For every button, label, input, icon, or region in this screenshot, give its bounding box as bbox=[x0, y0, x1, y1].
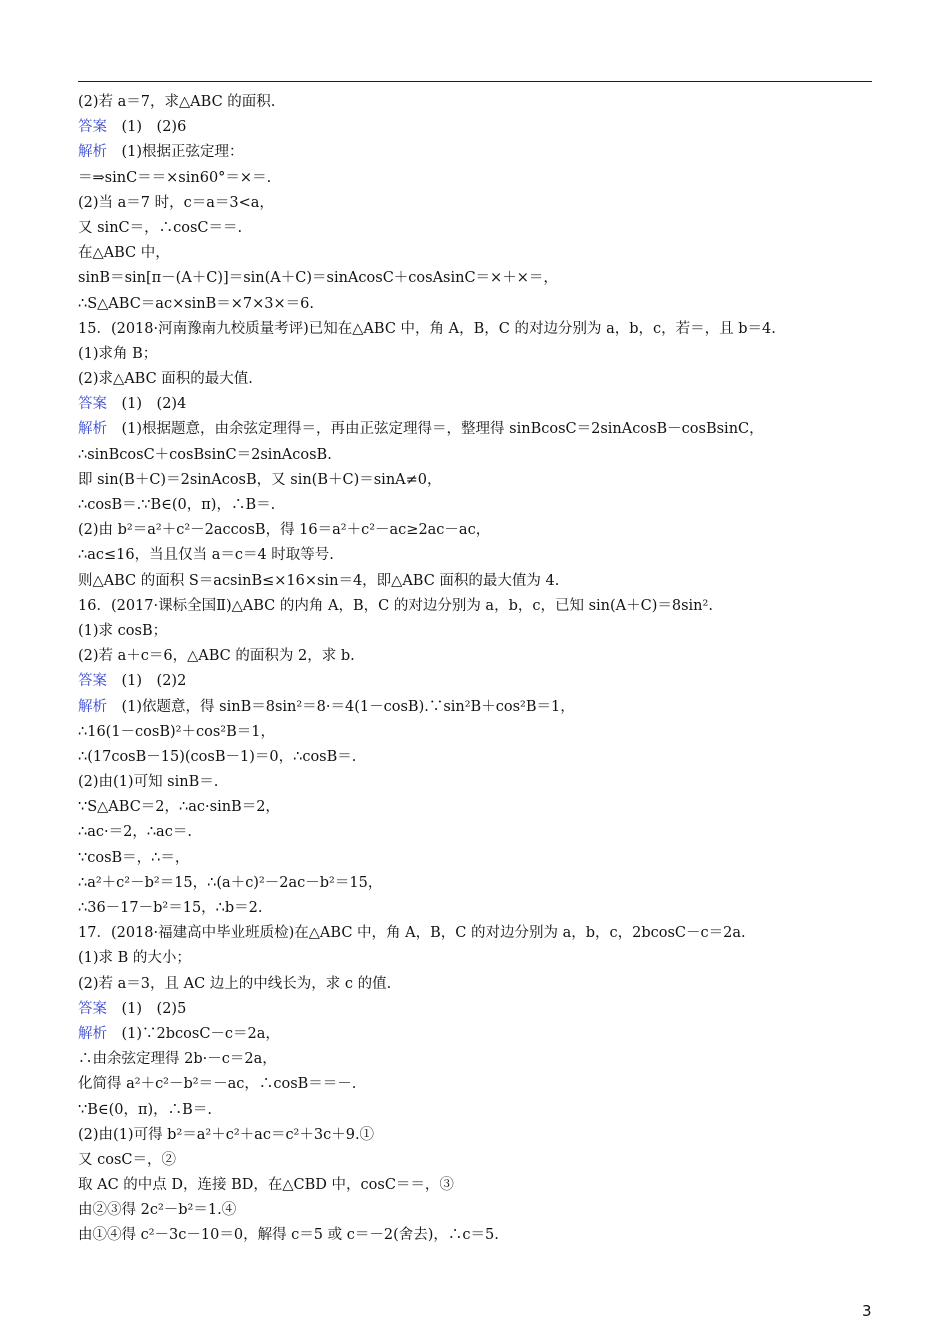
text-line bbox=[78, 569, 878, 594]
answer-line bbox=[78, 997, 878, 1022]
text-line bbox=[78, 1198, 878, 1223]
analysis-line bbox=[78, 140, 878, 165]
line-text: 又 sinC＝，∴cosC＝＝. bbox=[78, 219, 243, 236]
text-line bbox=[78, 820, 878, 845]
page-number: 3 bbox=[862, 1302, 872, 1320]
text-line bbox=[78, 266, 878, 291]
answer-label: 答案 bbox=[78, 396, 107, 413]
line-text: ∴a²＋c²－b²＝15，∴(a＋c)²－2ac－b²＝15， bbox=[78, 874, 383, 891]
line-text: sinB＝sin[π－(A＋C)]＝sin(A＋C)＝sinAcosC＋cosAsinC＝×＋×＝， bbox=[78, 270, 558, 287]
line-text: 16．(2017·课标全国Ⅱ)△ABC 的内角 A，B，C 的对边分别为 a，b，c，已知 sin(A＋C)＝8sin². bbox=[78, 597, 713, 614]
analysis-line bbox=[78, 695, 878, 720]
line-text: ∴ac≤16，当且仅当 a＝c＝4 时取等号. bbox=[78, 547, 334, 564]
text-line bbox=[78, 770, 878, 795]
line-text: ∵cosB＝，∴＝， bbox=[78, 849, 190, 866]
text-line bbox=[78, 1123, 878, 1148]
line-text: (1)求 cosB； bbox=[78, 622, 168, 639]
text-line bbox=[78, 367, 878, 392]
analysis-line bbox=[78, 1022, 878, 1047]
line-text: ∴16(1－cosB)²＋cos²B＝1， bbox=[78, 723, 275, 740]
text-line bbox=[78, 493, 878, 518]
text-line bbox=[78, 594, 878, 619]
answer-line bbox=[78, 392, 878, 417]
analysis-label: 解析 bbox=[78, 144, 107, 161]
line-text: ＝⇒sinC＝＝×sin60°＝×＝. bbox=[78, 169, 272, 186]
line-text: (1) (2)6 bbox=[107, 119, 187, 136]
header-rule bbox=[78, 81, 872, 82]
line-text: ∴36－17－b²＝15，∴b＝2. bbox=[78, 900, 263, 916]
text-line bbox=[78, 241, 878, 266]
line-text: (2)由 b²＝a²＋c²－2accosB，得 16＝a²＋c²－ac≥2ac－ac， bbox=[78, 522, 491, 539]
text-line bbox=[78, 795, 878, 820]
text-line bbox=[78, 1098, 878, 1123]
text-line bbox=[78, 1148, 878, 1173]
line-text: (2)当 a＝7 时，c＝a＝3<a， bbox=[78, 194, 274, 211]
text-line bbox=[78, 342, 878, 367]
line-text: ∴(17cosB－15)(cosB－1)＝0，∴cosB＝. bbox=[78, 748, 357, 765]
line-text: (1) (2)2 bbox=[107, 673, 187, 690]
text-line bbox=[78, 921, 878, 946]
answer-label: 答案 bbox=[78, 1000, 107, 1017]
line-text: (2)若 a＝3，且 AC 边上的中线长为，求 c 的值. bbox=[78, 975, 392, 992]
text-line bbox=[78, 216, 878, 241]
text-line bbox=[78, 896, 878, 921]
analysis-line bbox=[78, 417, 878, 442]
line-text: ∴ac·＝2，∴ac＝. bbox=[78, 824, 192, 841]
line-text: (1)求 B 的大小； bbox=[78, 950, 191, 967]
text-line bbox=[78, 846, 878, 871]
text-line bbox=[78, 1047, 878, 1072]
line-text: 取 AC 的中点 D，连接 BD，在△CBD 中，cosC＝＝，③ bbox=[78, 1177, 454, 1194]
text-line bbox=[78, 644, 878, 669]
line-text: 17．(2018·福建高中毕业班质检)在△ABC 中，角 A，B，C 的对边分别为 a，b，c，2bcosC－c＝2a. bbox=[78, 925, 746, 942]
line-text: 由②③得 2c²－b²＝1.④ bbox=[78, 1202, 237, 1219]
answer-line bbox=[78, 115, 878, 140]
line-text: (1)依题意，得 sinB＝8sin²＝8·＝4(1－cosB).∵sin²B＋cos²B＝1， bbox=[107, 698, 575, 715]
line-text: 即 sin(B＋C)＝2sinAcosB，又 sin(B＋C)＝sinA≠0， bbox=[78, 471, 442, 488]
line-text: (1)根据题意，由余弦定理得＝，再由正弦定理得＝，整理得 sinBcosC＝2sinAcosB－cosBsinC， bbox=[107, 421, 764, 438]
analysis-label: 解析 bbox=[78, 1025, 107, 1042]
line-text: 由①④得 c²－3c－10＝0，解得 c＝5 或 c＝－2(舍去)，∴c＝5. bbox=[78, 1227, 499, 1244]
line-text: 化简得 a²＋c²－b²＝－ac，∴cosB＝＝－. bbox=[78, 1076, 357, 1093]
text-line bbox=[78, 619, 878, 644]
answer-label: 答案 bbox=[78, 119, 107, 136]
line-text: ∵S△ABC＝2，∴ac·sinB＝2， bbox=[78, 799, 280, 816]
text-line bbox=[78, 946, 878, 971]
text-line bbox=[78, 720, 878, 745]
line-text: ∴cosB＝.∵B∈(0，π)，∴B＝. bbox=[78, 497, 276, 513]
text-line bbox=[78, 972, 878, 997]
text-line bbox=[78, 90, 878, 115]
text-line bbox=[78, 317, 878, 342]
analysis-label: 解析 bbox=[78, 421, 107, 438]
line-text: ∴由余弦定理得 2b·－c＝2a， bbox=[78, 1051, 277, 1068]
line-text: (2)求△ABC 面积的最大值. bbox=[78, 371, 253, 388]
line-text: (2)若 a＝7，求△ABC 的面积. bbox=[78, 94, 276, 110]
text-line bbox=[78, 292, 878, 317]
text-line bbox=[78, 518, 878, 543]
line-text: (2)由(1)可得 b²＝a²＋c²＋ac＝c²＋3c＋9.① bbox=[78, 1126, 375, 1143]
line-text: (1)根据正弦定理： bbox=[107, 144, 244, 161]
line-text: (1)∵2bcosC－c＝2a， bbox=[107, 1025, 280, 1042]
line-text: ∴sinBcosC＋cosBsinC＝2sinAcosB. bbox=[78, 446, 332, 463]
text-line bbox=[78, 871, 878, 896]
line-text: (1) (2)4 bbox=[107, 396, 187, 413]
text-line bbox=[78, 1173, 878, 1198]
line-text: (1)求角 B； bbox=[78, 345, 158, 362]
line-text: 又 cosC＝，② bbox=[78, 1151, 176, 1168]
text-line bbox=[78, 745, 878, 770]
line-text: (2)由(1)可知 sinB＝. bbox=[78, 774, 219, 791]
line-text: 15．(2018·河南豫南九校质量考评)已知在△ABC 中，角 A，B，C 的对边分别为 a，b，c，若＝，且 b＝4. bbox=[78, 320, 776, 337]
document-body bbox=[78, 90, 878, 1249]
line-text: (2)若 a＋c＝6，△ABC 的面积为 2，求 b. bbox=[78, 648, 355, 665]
line-text: ∴S△ABC＝ac×sinB＝×7×3×＝6. bbox=[78, 295, 315, 312]
text-line bbox=[78, 166, 878, 191]
line-text: (1) (2)5 bbox=[107, 1000, 187, 1017]
text-line bbox=[78, 1223, 878, 1248]
line-text: 则△ABC 的面积 S＝acsinB≤×16×sin＝4，即△ABC 面积的最大值为 4. bbox=[78, 572, 560, 589]
text-line bbox=[78, 543, 878, 568]
text-line bbox=[78, 468, 878, 493]
text-line bbox=[78, 443, 878, 468]
analysis-label: 解析 bbox=[78, 698, 107, 715]
line-text: ∵B∈(0，π)，∴B＝. bbox=[78, 1101, 212, 1118]
text-line bbox=[78, 191, 878, 216]
answer-label: 答案 bbox=[78, 673, 107, 690]
answer-line bbox=[78, 669, 878, 694]
line-text: 在△ABC 中， bbox=[78, 245, 170, 262]
text-line bbox=[78, 1072, 878, 1097]
